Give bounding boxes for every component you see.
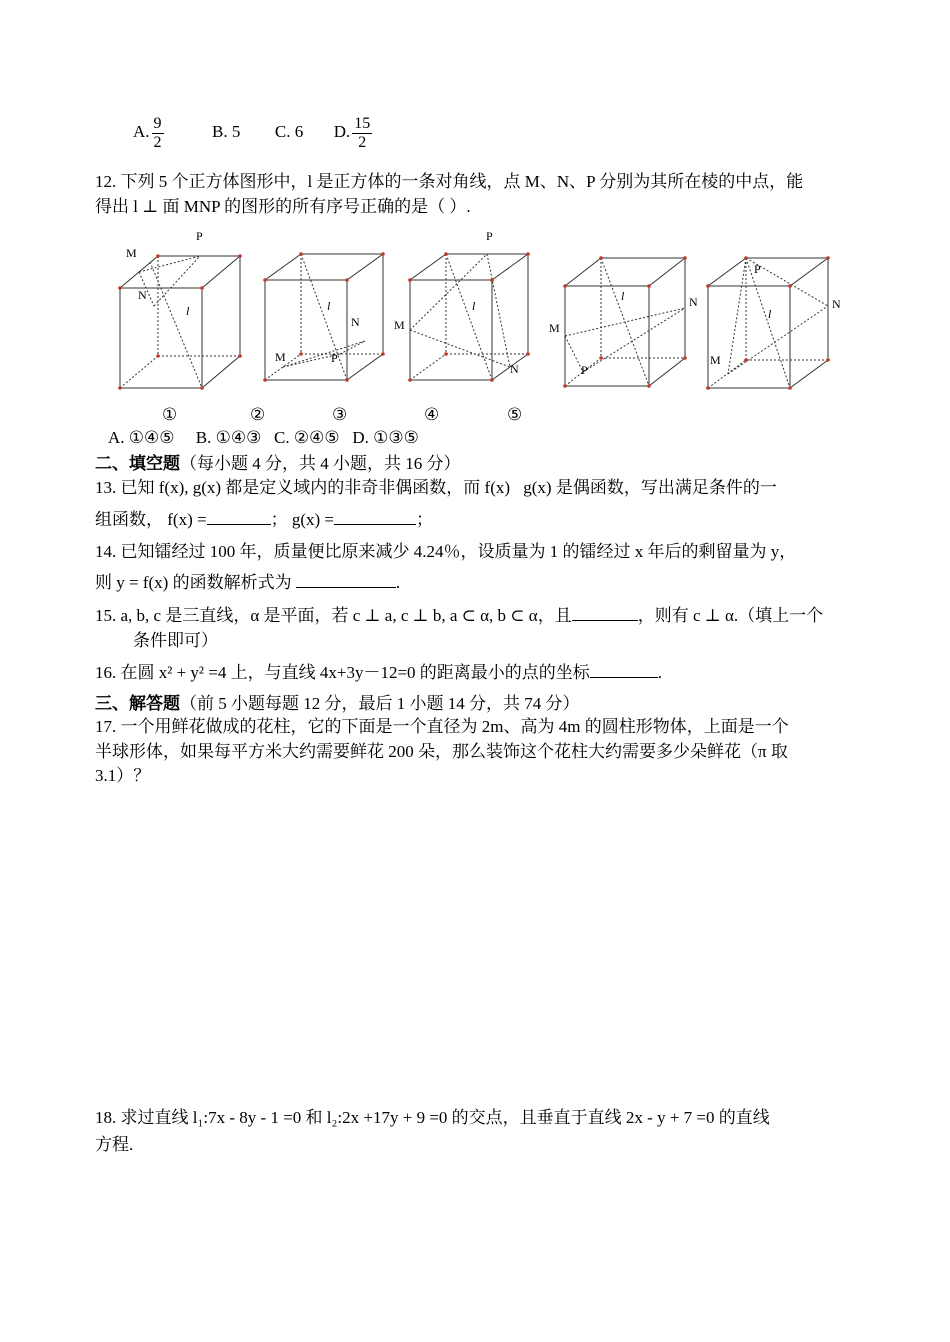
q12-line1: 12. 下列 5 个正方体图形中，l 是正方体的一条对角线，点 M、N、P 分别为其所在棱的中点，能 xyxy=(95,172,804,191)
cube-figure-2 xyxy=(263,252,385,382)
cube-figure-5 xyxy=(706,256,841,390)
q13-fx-label: 组函数， f(x) = xyxy=(95,510,207,529)
q14-blank[interactable] xyxy=(296,571,396,588)
section3-header xyxy=(95,689,580,714)
cube-figure-3 xyxy=(394,229,530,382)
svg-text:M: M xyxy=(549,321,560,335)
q13-fx-blank[interactable] xyxy=(207,508,271,525)
svg-text:N: N xyxy=(689,295,698,309)
svg-text:N: N xyxy=(510,362,519,376)
q15-prompt: 15. a, b, c 是三直线，α 是平面，若 c ⊥ a, c ⊥ b, a ⊂ α, b ⊂ α，且 xyxy=(95,606,572,625)
q16-end: . xyxy=(657,663,663,682)
q11-option-c: C. 6 xyxy=(274,122,304,141)
svg-text:M: M xyxy=(710,353,721,367)
svg-text:l: l xyxy=(186,304,190,318)
q15-rest: ，则有 c ⊥ α.（填上一个 xyxy=(637,606,824,625)
q17-line3: 3.1）？ xyxy=(95,766,151,785)
q14-line2 xyxy=(95,568,400,593)
section3-note: （前 5 小题每题 12 分，最后 1 小题 14 分，共 74 分） xyxy=(180,694,580,713)
svg-text:N: N xyxy=(351,315,360,329)
svg-text:l: l xyxy=(327,299,331,313)
svg-text:N: N xyxy=(138,288,147,302)
section2-title: 二、填空题 xyxy=(95,454,180,473)
q15-line2: 条件即可） xyxy=(133,631,218,650)
svg-text:M: M xyxy=(126,246,137,260)
svg-text:P: P xyxy=(331,351,338,365)
q16-prompt: 16. 在圆 x² + y² =4 上，与直线 4x+3y－12=0 的距离最小的点的坐标 xyxy=(95,663,590,682)
q18-line2: 方程. xyxy=(95,1135,134,1154)
svg-text:N: N xyxy=(832,297,841,311)
q13-gx-blank[interactable] xyxy=(334,508,416,525)
q15-line1 xyxy=(95,601,823,626)
svg-text:P: P xyxy=(581,363,588,377)
section3-title: 三、解答题 xyxy=(95,694,180,713)
svg-text:M: M xyxy=(275,350,286,364)
q12-cube-figures xyxy=(110,228,870,428)
q11-option-a-fraction: $\frac{9}{2}$ xyxy=(153,115,162,151)
q11-option-a-label: A. xyxy=(133,122,150,141)
section2-header xyxy=(95,449,461,474)
q17-line1: 17. 一个用鲜花做成的花柱，它的下面是一个直径为 2m、高为 4m 的圆柱形物体，上面是一个 xyxy=(95,717,789,736)
figure-label-1: ① xyxy=(162,405,178,424)
q11-option-d-label: D. xyxy=(333,122,351,141)
svg-text:P: P xyxy=(196,229,203,243)
q16-blank[interactable] xyxy=(590,661,658,678)
svg-text:l: l xyxy=(768,307,772,321)
q13-end: ； xyxy=(416,510,433,529)
svg-text:l: l xyxy=(472,299,476,313)
figure-label-5: ⑤ xyxy=(507,405,523,424)
svg-text:M: M xyxy=(394,318,405,332)
q11-option-b: B. 5 xyxy=(212,122,241,141)
svg-text:P: P xyxy=(486,229,493,243)
section2-note: （每小题 4 分，共 4 小题，共 16 分） xyxy=(180,454,461,473)
q14-end: . xyxy=(395,573,401,592)
q18-line1: 18. 求过直线 l₁:7x - 8y - 1 =0 和 l₂:2x +17y + 9 =0 的交点，且垂直于直线 2x - y + 7 =0 的直线 xyxy=(95,1108,770,1127)
svg-text:l: l xyxy=(621,289,625,303)
q15-blank[interactable] xyxy=(572,604,638,621)
q13-gx-label: ； g(x) = xyxy=(270,510,334,529)
q17-line2: 半球形体，如果每平方米大约需要鲜花 200 朵，那么装饰这个花柱大约需要多少朵鲜花（π 取 xyxy=(95,742,788,761)
svg-text:P: P xyxy=(754,262,761,276)
q16-line xyxy=(95,658,662,683)
q13-line1: 13. 已知 f(x), g(x) 都是定义域内的非奇非偶函数，而 f(x)􏰀g(x) 是偶函数，写出满足条件的一 xyxy=(95,478,777,497)
cube-figure-4 xyxy=(549,256,698,388)
q11-option-d-fraction: $\frac{15}{2}$ xyxy=(354,115,371,151)
figure-label-4: ④ xyxy=(424,405,440,424)
figure-label-3: ③ xyxy=(332,405,348,424)
q12-line2: 得出 l ⊥ 面 MNP 的图形的所有序号正确的是（ ）. xyxy=(95,197,471,216)
q13-line2 xyxy=(95,505,433,530)
q14-prompt: 则 y = f(x) 的函数解析式为 xyxy=(95,573,292,592)
q14-line1: 14. 已知镭经过 100 年，质量便比原来减少 4.24％，设质量为 1 的镭经过 x 年后的剩留量为 y， xyxy=(95,542,797,561)
q12-options: A. ①④⑤ B. ①④③ C. ②④⑤ D. ①③⑤ xyxy=(108,428,419,447)
q11-options xyxy=(133,115,374,151)
cube-figure-1 xyxy=(118,229,242,390)
figure-label-2: ② xyxy=(250,405,266,424)
